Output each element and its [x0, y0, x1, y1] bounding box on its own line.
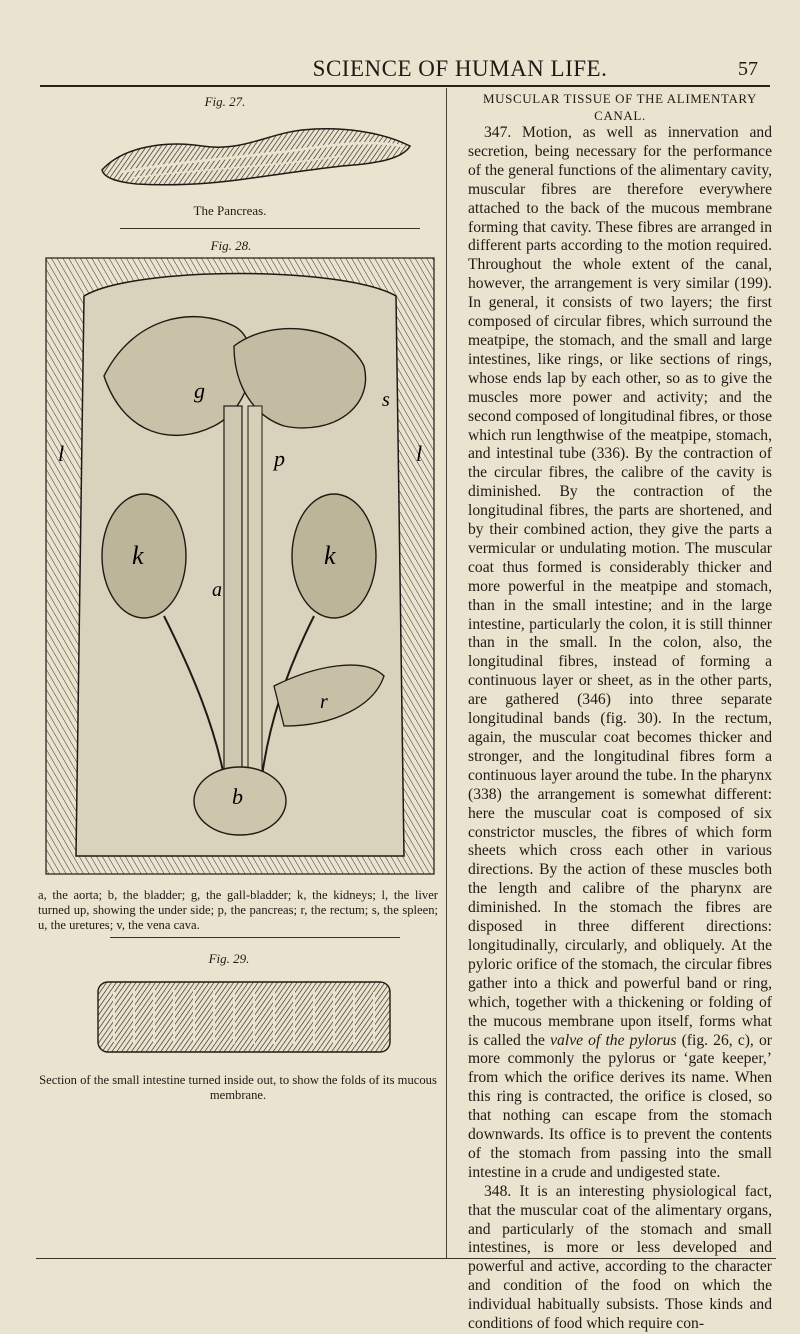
page-number: 57: [738, 58, 758, 80]
fig28-letter-p: p: [274, 446, 285, 471]
running-title: SCIENCE OF HUMAN LIFE.: [312, 56, 608, 81]
figure-separator: [110, 937, 400, 938]
fig28-letter-a: a: [212, 579, 222, 601]
fig28-letter-b: b: [232, 784, 243, 809]
pancreas-illustration: [92, 112, 422, 194]
paragraph-347-tail: (fig. 26, c), or more commonly the pylorus or ‘gate keeper,’ from which the orifice derives its name. When this ring is contracted, the orifice is closed, so that nothing can escape from the stomach downwards. Its office is to prevent the contents of the stomach from passing into the small intestine in a crude and undigested state.: [468, 1031, 772, 1181]
section-heading: [468, 90, 772, 124]
fig29-label: Fig. 29.: [208, 951, 250, 966]
abdominal-organs-illustration: [44, 256, 436, 876]
fig28-letter-r: r: [320, 691, 328, 713]
fig28-letter-k-right: k: [324, 541, 336, 570]
paragraph-347-text: 347. Motion, as well as innervation and secretion, being necessary for the performance of the general functions of the alimentary cavity, muscular fibres are therefore everywhere attached to the back of the mucous membrane forming that cavity. These fibres are arranged in different parts according to the motion required. Throughout the whole extent of the canal, however, the arrangement is very similar (199). In general, it consists of two layers; the first composed of circular fibres, which surround the meatpipe, the stomach, and the small and large intestines, like rings, or like sections of rings, whose ends lap by each other, so as to give the muscles more power and activity; and the second composed of longitudinal fibres, or those which run lengthwise of the meatpipe, stomach, and intestinal tube (336). By the contraction of the circular fibres, the calibre of the cavity is diminished. By the contraction of the longitudinal fibres, the parts are shortened, and by their combined action, they give the parts a vermicular or undulating motion. The muscular coat thus formed is considerably thicker and more powerful in the meatpipe and stomach, than in the small intestine; and in the large intestine, particularly the colon, it is still thinner than in the small. In the colon, also, the longitudinal fibres, instead of forming a continuous layer or sheet, as in the other parts, are gathered (346) into three separate longitudinal bands (fig. 30). In the rectum, again, the muscular coat becomes thicker and stronger, and the longitudinal fibres form a continuous layer around the tube. In the pharynx (338) the arrangement is somewhat different: here the muscular coat is composed of six constrictor muscles, the fibres of which form sheets which cross each other in various directions. By the action of these muscles both the length and calibre of the pharynx are diminished. In the stomach the fibres are disposed in three different directions: longitudinally, circularly, and obliquely. At the pyloric orifice of the stomach, the circular fibres gather into a thick and powerful band or ring, which, together with a thickening or folding of the mucous membrane upon itself, forms what is called the: [468, 124, 772, 1049]
section-heading-line1: MUSCULAR TISSUE OF THE ALIMENTARY: [483, 91, 757, 106]
column-divider: [446, 88, 447, 1258]
figure-separator: [120, 228, 420, 229]
fig29-caption: Section of the small intestine turned inside out, to show the folds of its mucous membrane.: [39, 1073, 437, 1102]
intestine-folds-illustration: [94, 972, 394, 1062]
fig28-letter-l-left: l: [58, 441, 65, 466]
fig28-letter-g: g: [194, 378, 205, 403]
header-rule: [40, 85, 770, 87]
fig28-legend: a, the aorta; b, the bladder; g, the gall-bladder; k, the kidneys; l, the liver turned up, showing the under side; p, the pancreas; r, the rectum; s, the spleen; u, the uretures; v, the vena cava.: [38, 888, 438, 932]
valve-term: valve of the pylorus: [550, 1031, 677, 1049]
article-column: [468, 90, 772, 1334]
fig27-caption: The Pancreas.: [193, 203, 267, 218]
fig27-label: Fig. 27.: [204, 94, 246, 109]
paragraph-348: 348. It is an interesting physiological fact, that the muscular coat of the alimentary organs, and particularly of the stomach and small intestines, is more or less developed and powerful and active, according to the character and condition of the food on which the individual habitually subsists. Those kinds and conditions of food which require con-: [468, 1182, 772, 1333]
section-heading-line2: CANAL.: [594, 108, 646, 123]
fig28-label: Fig. 28.: [210, 238, 252, 253]
fig28-letter-l-right: l: [416, 441, 423, 466]
fig28-letter-k-left: k: [132, 541, 144, 570]
paragraph-347: [468, 124, 772, 1183]
fig28-letter-s: s: [382, 389, 390, 411]
